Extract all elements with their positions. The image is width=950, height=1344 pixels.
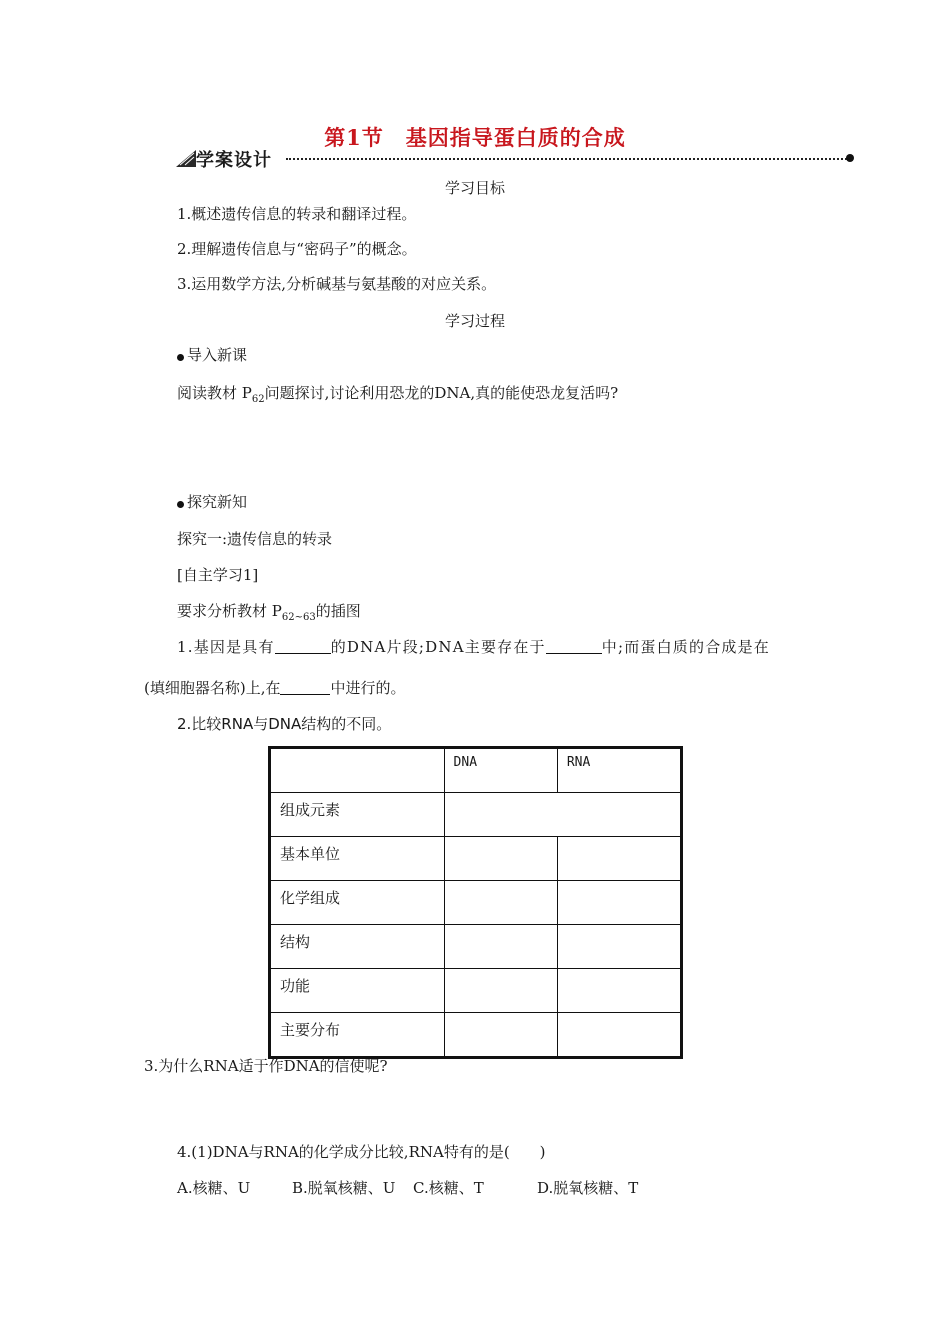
table-cell xyxy=(270,748,445,793)
row-label: 主要分布 xyxy=(270,1013,445,1058)
goal-item: 3.运用数学方法,分析碱基与氨基酸的对应关系。 xyxy=(177,275,497,293)
explore-section-label: 探究新知 xyxy=(177,491,247,512)
question-1-line-2: (填细胞器名称)上,在 中进行的。 xyxy=(144,679,406,697)
option-c[interactable]: C.核糖、T xyxy=(413,1179,484,1197)
dna-rna-comparison-table xyxy=(268,746,683,1059)
process-heading: 学习过程 xyxy=(444,312,505,330)
answer-cell[interactable] xyxy=(444,1013,557,1058)
answer-cell[interactable] xyxy=(557,1013,681,1058)
fill-blank[interactable] xyxy=(546,639,602,654)
question-4: 4.(1)DNA与RNA的化学成分比较,RNA特有的是( ) xyxy=(177,1143,546,1161)
self-study-label: [自主学习1] xyxy=(177,566,259,584)
goal-item: 2.理解遗传信息与“密码子”的概念。 xyxy=(177,240,417,258)
table-row xyxy=(270,925,682,969)
answer-cell[interactable] xyxy=(444,793,681,837)
header-rna: RNA xyxy=(557,748,681,793)
table-header-row xyxy=(270,748,682,793)
answer-cell[interactable] xyxy=(557,925,681,969)
fill-blank[interactable] xyxy=(280,680,330,695)
banner-label: 学案设计 xyxy=(196,150,272,171)
table-row xyxy=(270,793,682,837)
answer-cell[interactable] xyxy=(557,837,681,881)
requirement-text: 要求分析教材 $P_{62\sim 63}$的插图 xyxy=(177,602,361,623)
answer-cell[interactable] xyxy=(444,881,557,925)
answer-cell[interactable] xyxy=(557,881,681,925)
bullet-icon xyxy=(177,354,184,361)
goals-heading: 学习目标 xyxy=(444,179,505,197)
table-row xyxy=(270,1013,682,1058)
intro-section-label: 导入新课 xyxy=(177,344,247,365)
bullet-icon xyxy=(177,501,184,508)
banner-end-dot xyxy=(846,154,854,162)
question-2: 2.比较RNA与DNA结构的不同。 xyxy=(177,715,392,733)
section-banner xyxy=(176,146,856,172)
option-a[interactable]: A.核糖、U xyxy=(177,1179,251,1197)
answer-cell[interactable] xyxy=(444,969,557,1013)
explore-one-heading: 探究一:遗传信息的转录 xyxy=(177,530,333,548)
table-row xyxy=(270,837,682,881)
row-label: 组成元素 xyxy=(270,793,445,837)
answer-cell[interactable] xyxy=(444,837,557,881)
option-b[interactable]: B.脱氧核糖、U xyxy=(292,1179,396,1197)
row-label: 基本单位 xyxy=(270,837,445,881)
row-label: 功能 xyxy=(270,969,445,1013)
row-label: 结构 xyxy=(270,925,445,969)
intro-text: 阅读教材 $P_{62}$问题探讨,讨论利用恐龙的DNA,真的能使恐龙复活吗? xyxy=(177,384,619,405)
goal-item: 1.概述遗传信息的转录和翻译过程。 xyxy=(177,205,417,223)
page-title: 第1节 基因指导蛋白质的合成 xyxy=(324,125,626,150)
banner-dotted-line xyxy=(286,158,851,160)
fill-blank[interactable] xyxy=(275,639,331,654)
answer-cell[interactable] xyxy=(444,925,557,969)
question-3: 3.为什么RNA适于作DNA的信使呢? xyxy=(144,1057,388,1075)
table-row xyxy=(270,969,682,1013)
question-1-line-1: 1.基因是具有 的DNA片段;DNA主要存在于 中;而蛋白质的合成是在 xyxy=(177,638,771,656)
answer-cell[interactable] xyxy=(557,969,681,1013)
banner-triangle-icon xyxy=(176,148,198,168)
table-row xyxy=(270,881,682,925)
header-dna: DNA xyxy=(444,748,557,793)
option-d[interactable]: D.脱氧核糖、T xyxy=(537,1179,639,1197)
row-label: 化学组成 xyxy=(270,881,445,925)
